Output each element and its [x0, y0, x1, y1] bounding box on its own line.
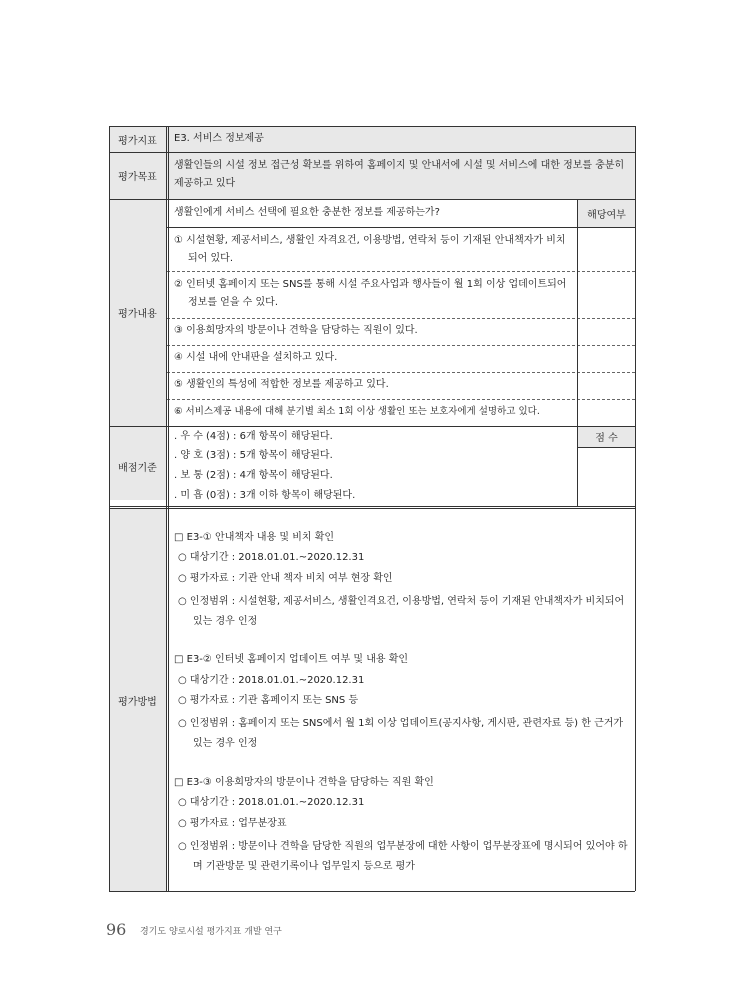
goal-label: 평가목표 — [118, 172, 157, 183]
dashed-divider — [167, 345, 635, 346]
content-question: 생활인에게 서비스 선택에 필요한 충분한 정보를 제공하는가? — [174, 207, 440, 218]
content-item-2: ② 인터넷 홈페이지 또는 SNS를 통해 시설 주요사업과 행사들이 월 1회 이상 업데이트되어 정보를 얻을 수 있다. — [174, 279, 567, 308]
scoring-item-2: . 양 호 (3점) : 5개 항목이 해당된다. — [174, 450, 333, 461]
content-item-1: ① 시설현황, 제공서비스, 생활인 자격요건, 이용방법, 연락처 등이 기재된 안내책자가 비치되어 있다. — [174, 235, 566, 264]
applicable-column-divider — [577, 199, 578, 506]
table-border-bottom — [109, 891, 635, 892]
applicable-header: 해당여부 — [587, 209, 626, 221]
score-header-divider — [577, 447, 635, 448]
indicator-label: 평가지표 — [118, 135, 157, 147]
row-divider — [167, 227, 635, 228]
dashed-divider — [167, 372, 635, 373]
method-group-1-bullet-3: ○ 인정범위 : 시설현황, 제공서비스, 생활인격요건, 이용방법, 연락처 등이 기재된 안내책자가 비치되어 있는 경우 인정 — [178, 596, 625, 627]
dashed-divider — [167, 318, 635, 319]
double-row-divider — [109, 506, 635, 509]
row-divider — [109, 152, 635, 153]
row-divider — [109, 426, 635, 427]
table-border-top — [109, 126, 635, 127]
method-group-3-title: □ E3-③ 이용희망자의 방문이나 견학을 담당하는 직원 확인 — [174, 777, 434, 788]
content-item-4: ④ 시설 내에 안내판을 설치하고 있다. — [174, 352, 338, 363]
indicator-text: E3. 서비스 정보제공 — [174, 133, 264, 144]
dashed-divider — [167, 271, 635, 272]
content-item-6: ⑥ 서비스제공 내용에 대해 분기별 최소 1회 이상 생활인 또는 보호자에게 설명하고 있다. — [174, 406, 540, 417]
content-label: 평가내용 — [118, 309, 157, 320]
method-group-2-bullet-3: ○ 인정범위 : 홈페이지 또는 SNS에서 월 1회 이상 업데이트(공지사항, 게시판, 관련자료 등) 한 근거가 있는 경우 인정 — [178, 718, 624, 749]
method-group-3-bullet-2: ○ 평가자료 : 업무분장표 — [178, 818, 287, 829]
scoring-item-4: . 미 흡 (0점) : 3개 이하 항목이 해당된다. — [174, 490, 356, 501]
method-label: 평가방법 — [118, 696, 157, 708]
method-group-1-bullet-1: ○ 대상기간 : 2018.01.01.~2020.12.31 — [178, 552, 365, 563]
goal-text: 생활인들의 시설 정보 접근성 확보를 위하여 홈페이지 및 안내서에 시설 및 서비스에 대한 정보를 충분히 제공하고 있다 — [174, 160, 625, 189]
row-divider — [109, 199, 635, 200]
method-group-2-bullet-1: ○ 대상기간 : 2018.01.01.~2020.12.31 — [178, 675, 365, 686]
page-number: 96 — [106, 920, 127, 939]
method-group-1-title: □ E3-① 안내책자 내용 및 비치 확인 — [174, 532, 335, 543]
dashed-divider — [167, 399, 635, 400]
method-group-1-bullet-2: ○ 평가자료 : 기관 안내 책자 비치 여부 현장 확인 — [178, 573, 393, 584]
method-group-3-bullet-3: ○ 인정범위 : 방문이나 견학을 담당한 직원의 업무분장에 대한 사항이 업무분장표에 명시되어 있어야 하며 기관방문 및 관련기록이나 업무일지 등으로 평가 — [178, 841, 628, 872]
scoring-item-3: . 보 통 (2점) : 4개 항목이 해당된다. — [174, 470, 333, 481]
method-group-2-title: □ E3-② 인터넷 홈페이지 업데이트 여부 및 내용 확인 — [174, 654, 409, 665]
scoring-label: 배점기준 — [118, 462, 157, 474]
table-border-right — [635, 126, 636, 891]
method-group-2-bullet-2: ○ 평가자료 : 기관 홈페이지 또는 SNS 등 — [178, 695, 359, 706]
double-column-divider — [166, 126, 169, 891]
content-item-3: ③ 이용희망자의 방문이나 견학을 담당하는 직원이 있다. — [174, 325, 418, 336]
scoring-item-1: . 우 수 (4점) : 6개 항목이 해당된다. — [174, 431, 333, 442]
content-item-5: ⑤ 생활인의 특성에 적합한 정보를 제공하고 있다. — [174, 379, 389, 390]
footer-title: 경기도 양로시설 평가지표 개발 연구 — [140, 927, 282, 937]
score-header: 점 수 — [595, 433, 618, 444]
method-group-3-bullet-1: ○ 대상기간 : 2018.01.01.~2020.12.31 — [178, 797, 365, 808]
